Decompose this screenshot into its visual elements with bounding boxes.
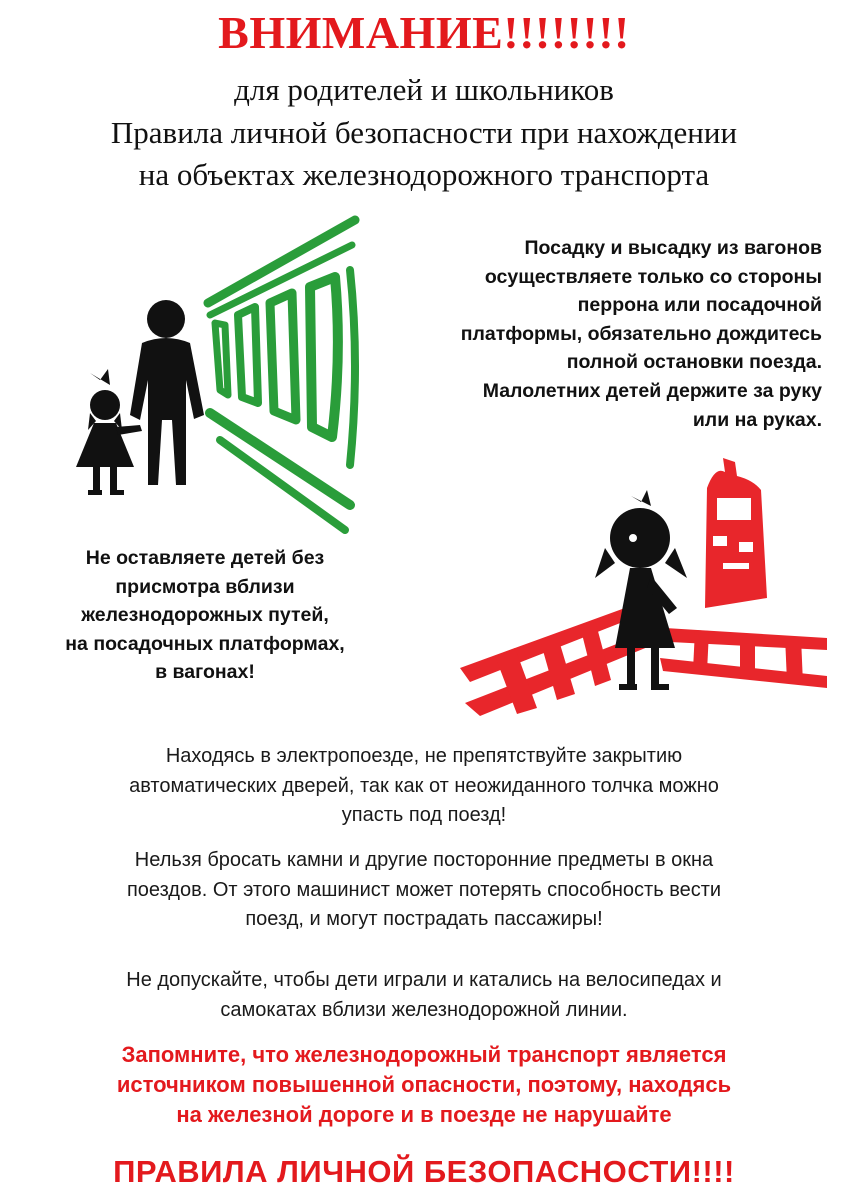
supervision-rules-text (40, 544, 370, 687)
child-silhouette-icon (76, 369, 142, 495)
boarding-line: полной остановки поезда. (566, 351, 822, 374)
supervision-line: железнодорожных путей, (81, 604, 329, 627)
stones-line: Нельзя бросать камни и другие посторонние предметы в окна (134, 849, 714, 871)
doors-line: упасть под поезд! (341, 804, 507, 826)
stones-line: поездов. От этого машинист может потерять способность вести (126, 878, 722, 901)
warning-line: Запомните, что железнодорожный транспорт является (121, 1042, 727, 1067)
subtitle-line-2: Правила личной безопасности при нахождении (110, 115, 738, 150)
boarding-rules-text (380, 234, 822, 434)
stones-line: поезд, и могут пострадать пассажиры! (245, 908, 603, 930)
doors-line: автоматических дверей, так как от неожиданного толчка можно (129, 774, 719, 797)
warning-line: на железной дороге и в поезде не нарушайте (176, 1102, 672, 1127)
bikes-line: Не допускайте, чтобы дети играли и катались на велосипедах и (126, 969, 722, 991)
subtitle-line-3: на объектах железнодорожного транспорта (138, 157, 710, 192)
boarding-line: осуществляете только со стороны (484, 265, 822, 288)
adult-and-child-near-train-icon (60, 215, 370, 535)
supervision-line: в вагонах! (155, 661, 255, 684)
page-title: ВНИМАНИЕ!!!!!!!! (218, 7, 630, 58)
adult-silhouette-icon (130, 300, 204, 485)
supervision-line: Не оставляете детей без (85, 547, 325, 569)
train-icon (208, 220, 355, 530)
danger-warning-text (20, 1040, 828, 1130)
girl-on-railway-tracks-icon (455, 458, 833, 720)
bikes-line: самокатах вблизи железнодорожной линии. (220, 998, 628, 1021)
doors-rule-text (40, 742, 808, 831)
boarding-line: платформы, обязательно дождитесь (460, 322, 822, 345)
doors-line: Находясь в электропоезде, не препятствуйте закрытию (165, 745, 683, 767)
supervision-line: присмотра вблизи (115, 575, 295, 598)
eye-icon (629, 534, 637, 542)
warning-line: источником повышенной опасности, поэтому, находясь (116, 1072, 732, 1097)
bikes-rule-text (40, 966, 808, 1025)
boarding-line: или на руках. (692, 408, 822, 431)
subtitle-line-1: для родителей и школьников (234, 72, 614, 107)
boarding-line: Малолетних детей держите за руку (482, 379, 822, 402)
boarding-line: Посадку и высадку из вагонов (524, 237, 822, 259)
supervision-line: на посадочных платформах, (65, 632, 345, 655)
boarding-line: перрона или посадочной (577, 294, 822, 317)
stones-rule-text (40, 846, 808, 935)
final-slogan: ПРАВИЛА ЛИЧНОЙ БЕЗОПАСНОСТИ!!!! (113, 1154, 735, 1189)
train-front-icon (705, 458, 767, 608)
